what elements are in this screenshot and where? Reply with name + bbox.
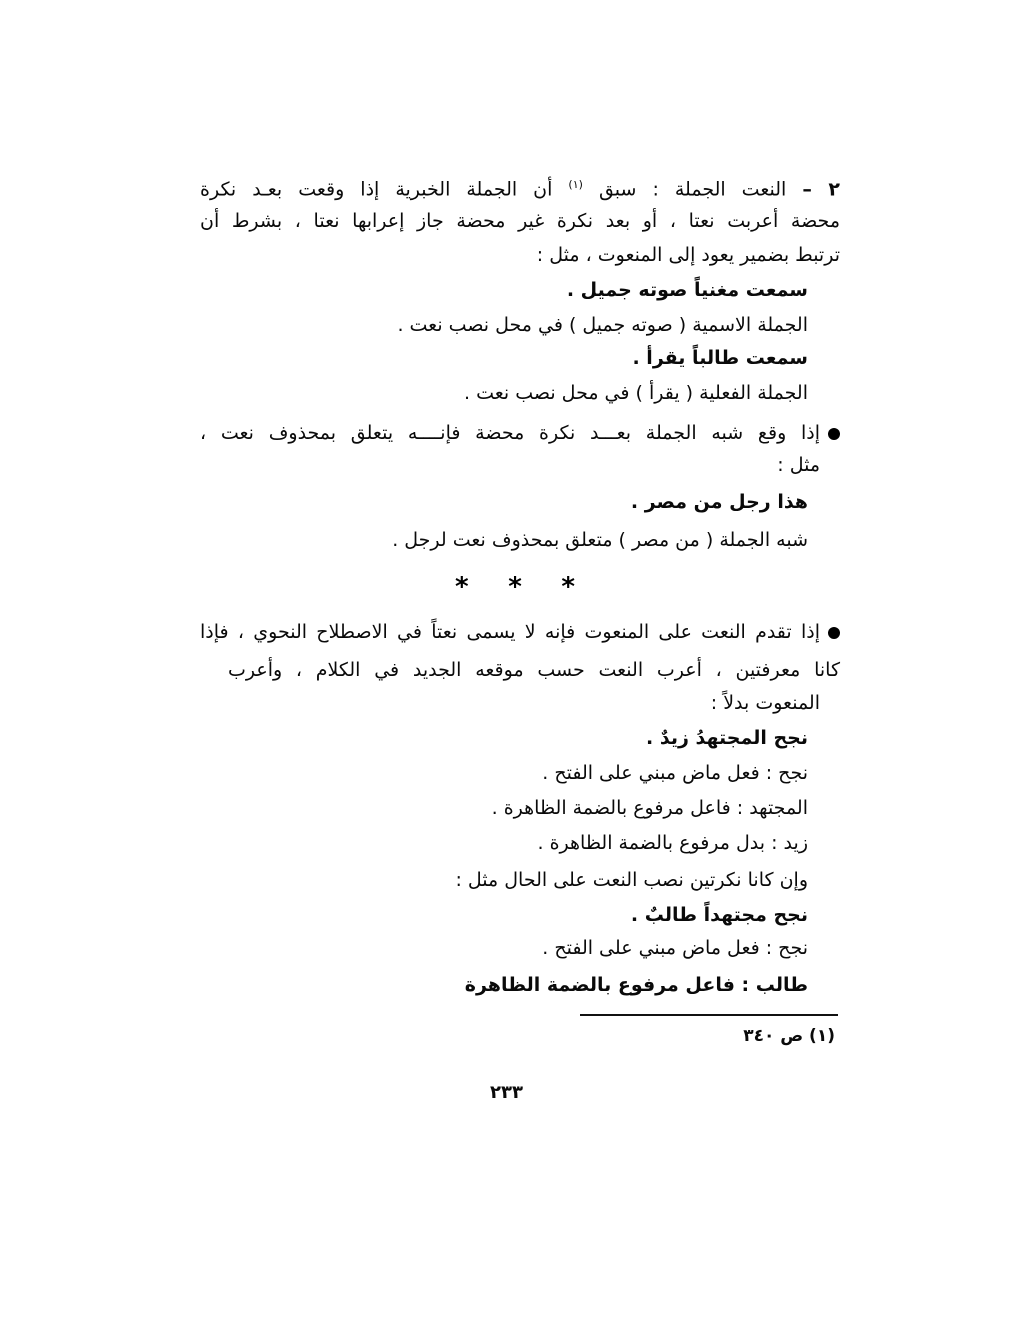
page-number: ٢٣٣ (490, 1082, 523, 1103)
example-sentence-2: سمعت طالباً يقرأ . (632, 347, 808, 369)
bullet-1-line-2: مثل : (777, 454, 820, 476)
example-sentence-3: هذا رجل من مصر . (630, 491, 808, 513)
asterisk-icon: * (561, 572, 575, 602)
example-analysis-4a: نجح : فعل ماض مبني على الفتح . (542, 762, 808, 784)
section-number: ٢ – (802, 178, 841, 201)
example-sentence-1: سمعت مغنياً صوته جميل . (566, 279, 808, 301)
example-sentence-4: نجح المجتهدُ زيدٌ . (646, 727, 808, 749)
example-analysis-4b: المجتهد : فاعل مرفوع بالضمة الظاهرة . (491, 797, 808, 819)
example-analysis-3: شبه الجملة ( من مصر ) متعلق بمحذوف نعت لرجل . (392, 529, 808, 551)
footnote-reference: (١) (568, 178, 583, 191)
bullet-icon (828, 627, 840, 639)
paragraph-1-line-1 (200, 170, 840, 200)
bullet-1-text: إذا وقع شبه الجملة بعـــد نكرة محضة فإنــــه يتعلق بمحذوف نعت ، (200, 422, 820, 444)
asterisk-icon: * (508, 572, 522, 602)
paragraph-1-line-3: ترتبط بضمير يعود إلى المنعوت ، مثل : (536, 244, 840, 266)
section-separator (455, 574, 575, 600)
example-analysis-2: الجملة الفعلية ( يقرأ ) في محل نصب نعت . (463, 382, 808, 404)
bullet-2-text: إذا تقدم النعت على المنعوت فإنه لا يسمى نعتاً في الاصطلاح النحوي ، فإذا (200, 621, 820, 643)
example-sentence-5: نجح مجتهداً طالبٌ . (630, 904, 808, 926)
bullet-2-line-4: وإن كانا نكرتين نصب النعت على الحال مثل : (455, 869, 808, 891)
example-analysis-1: الجملة الاسمية ( صوته جميل ) في محل نصب نعت . (397, 314, 808, 336)
example-analysis-5a: نجح : فعل ماض مبني على الفتح . (542, 937, 808, 959)
footnote-divider (580, 1014, 838, 1016)
bullet-1-line-1 (200, 418, 840, 448)
example-analysis-5b: طالب : فاعل مرفوع بالضمة الظاهرة (464, 974, 808, 996)
example-analysis-4c: زيد : بدل مرفوع بالضمة الظاهرة . (537, 832, 808, 854)
bullet-2-line-1 (200, 617, 840, 647)
paragraph-1-text-b: أن الجملة الخبرية إذا وقعت بعـد نكرة (200, 178, 553, 201)
bullet-icon (828, 428, 840, 440)
paragraph-1-text-a: النعت الجملة : سبق (598, 178, 787, 201)
bullet-2-line-3: المنعوت بدلاً : (710, 692, 820, 714)
bullet-2-line-2: كانا معرفتين ، أعرب النعت حسب موقعه الجديد في الكلام ، وأعرب (228, 659, 840, 681)
paragraph-1-line-2: محضة أعربت نعتا ، أو بعد نكرة غير محضة جاز إعرابها نعتا ، بشرط أن (200, 210, 840, 232)
footnote: (١) ص ٣٤٠ (743, 1026, 835, 1046)
asterisk-icon: * (455, 572, 469, 602)
